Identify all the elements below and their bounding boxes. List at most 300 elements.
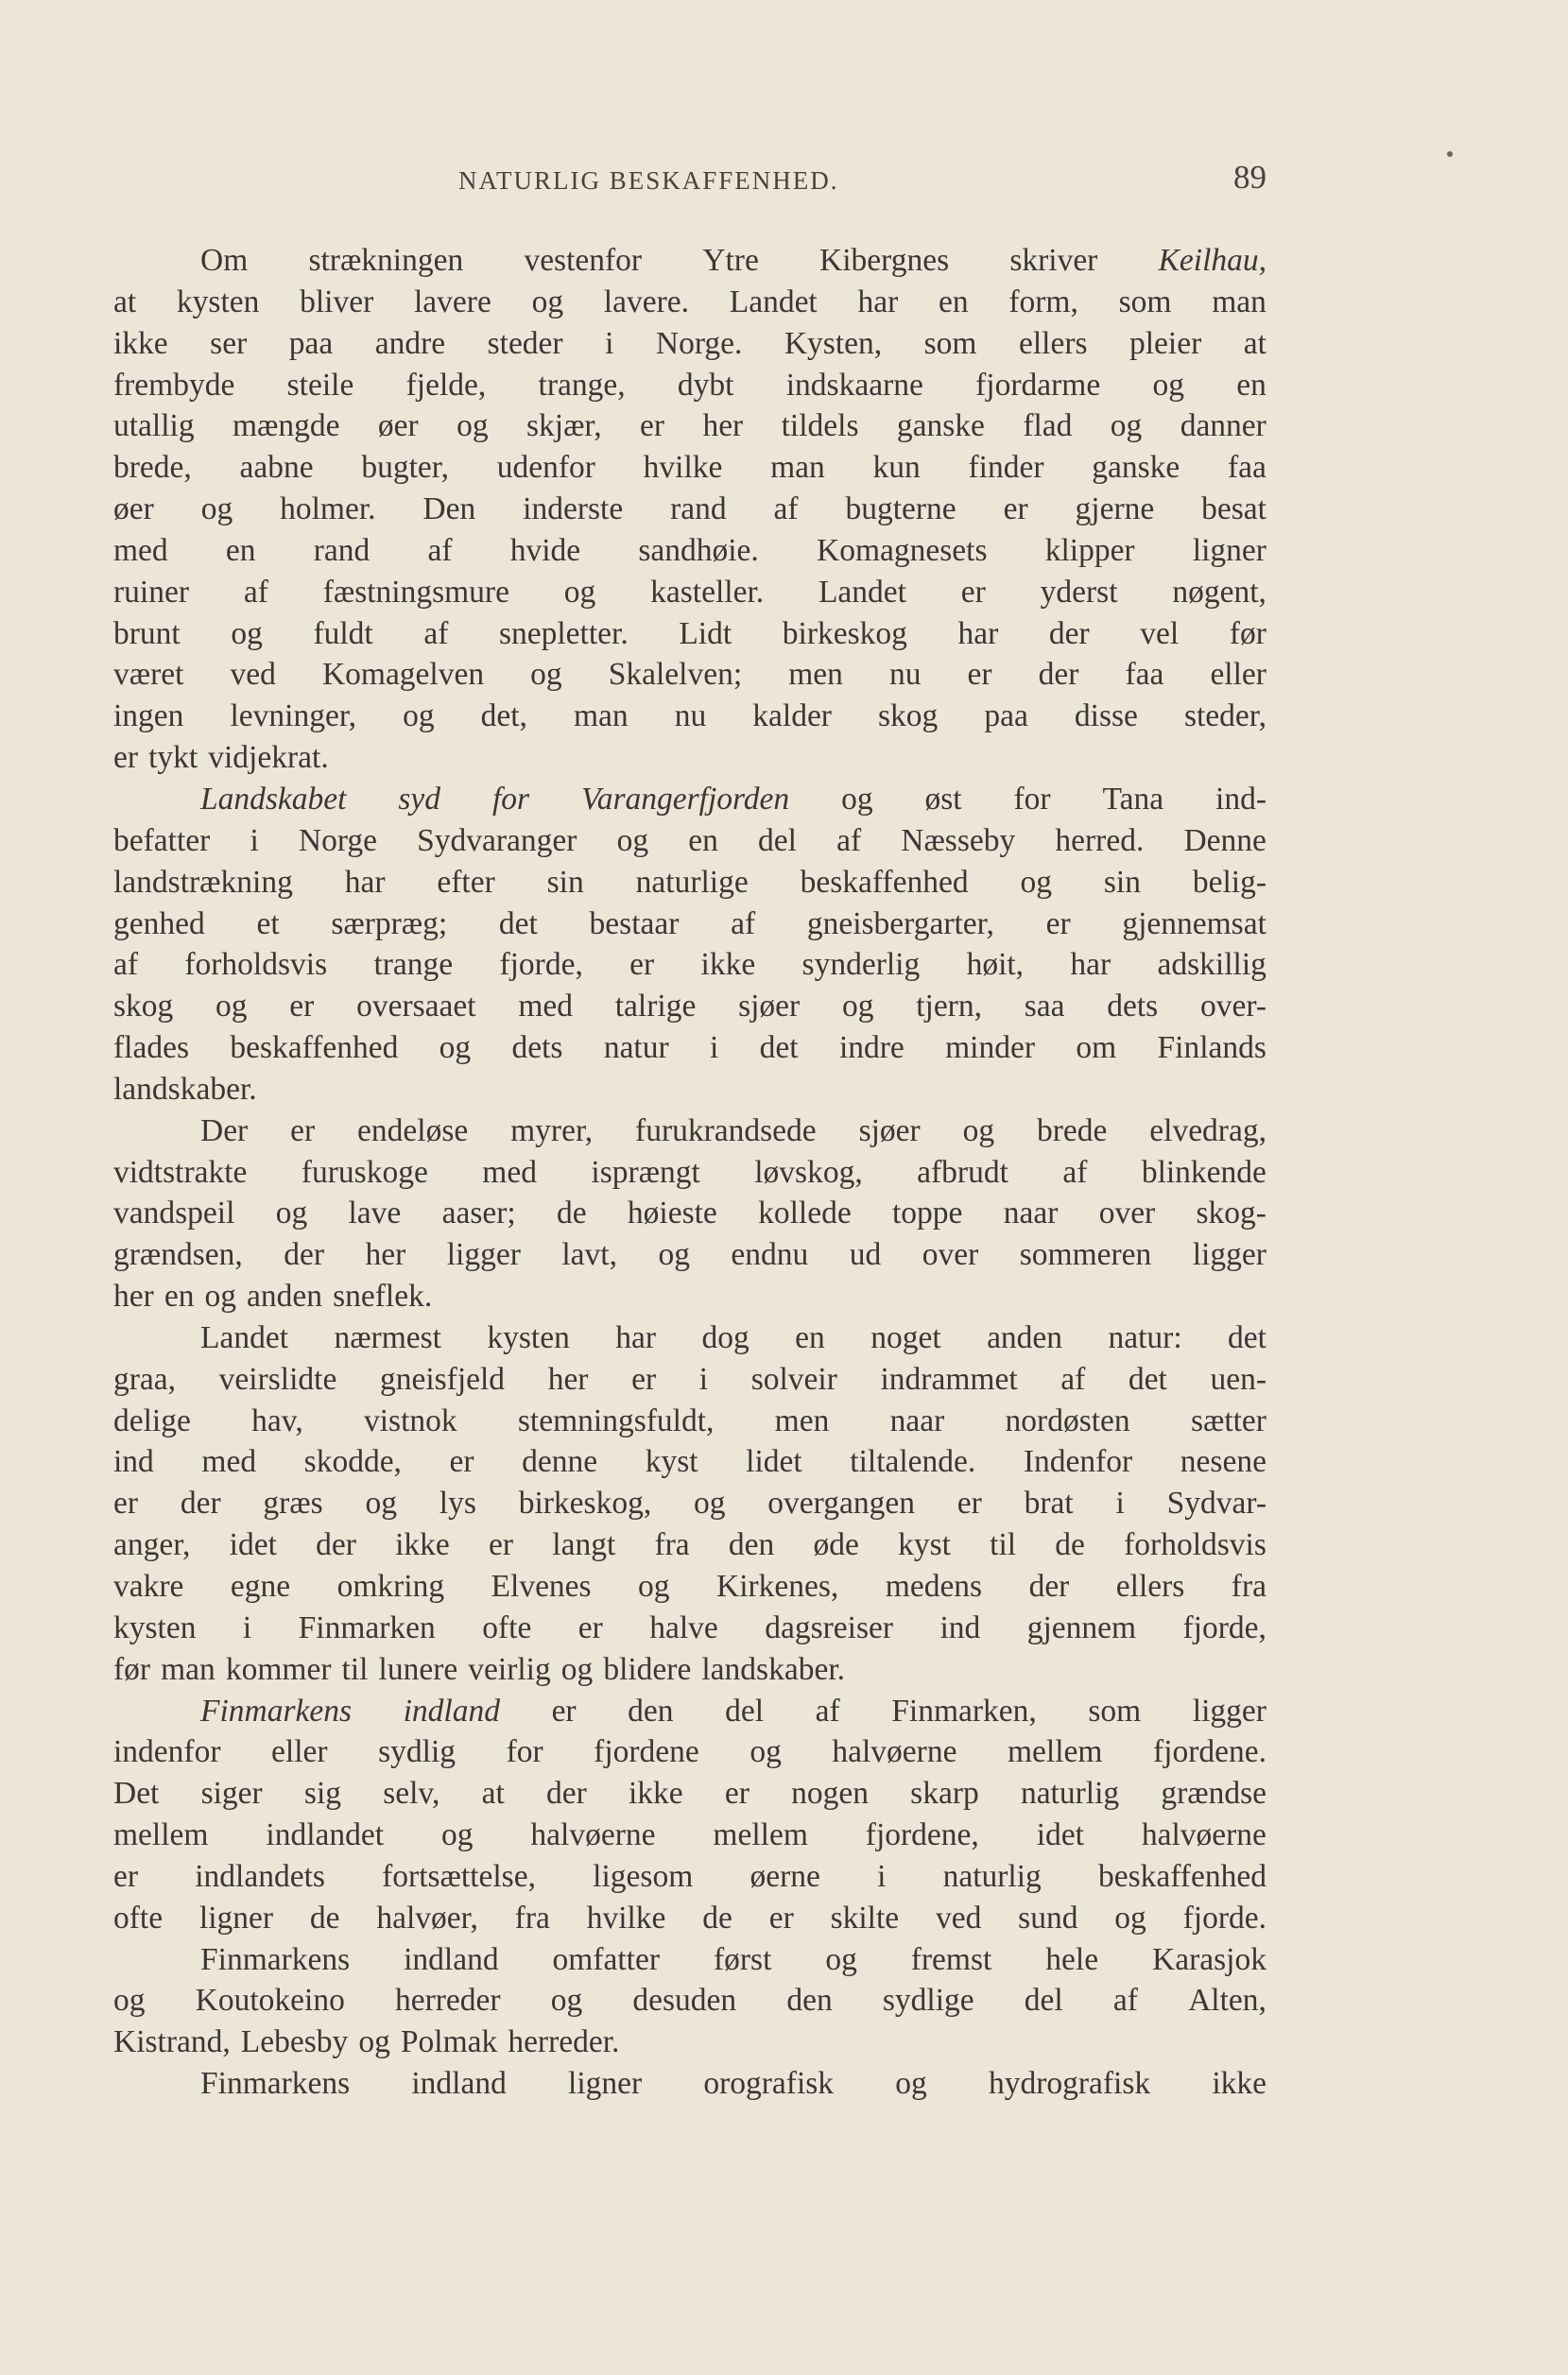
word: utallig (113, 408, 195, 444)
word: grændsen, (113, 1237, 243, 1273)
word: indlandets (195, 1858, 325, 1894)
word: at (113, 284, 137, 319)
word: natur (603, 1030, 669, 1066)
word: faa (1125, 657, 1164, 693)
word: kalder (752, 698, 832, 734)
word: kysten (176, 284, 260, 319)
word: er (640, 408, 665, 444)
word: veirslidte (218, 1361, 337, 1397)
word: vestenfor (524, 243, 643, 278)
text-line (113, 530, 1266, 572)
word: af (815, 1693, 840, 1729)
word: fjordarme (975, 367, 1101, 403)
word: Finmarkens (200, 1693, 353, 1729)
word: og (531, 284, 564, 319)
word: forholdsvis (1124, 1527, 1266, 1563)
word: fjorde. (1182, 1900, 1266, 1936)
word: vidjekrat. (208, 740, 329, 776)
word: udenfor (496, 450, 595, 486)
word: halvøerne (530, 1817, 656, 1853)
word: af (1112, 1983, 1138, 2019)
text-line (113, 1898, 1266, 1939)
word: del (725, 1693, 765, 1729)
word: halvøerne (1141, 1817, 1266, 1853)
word: birkeskog, (518, 1486, 652, 1522)
word: med (518, 989, 573, 1024)
word: og (231, 615, 263, 651)
word: klipper (1044, 532, 1135, 568)
word: orografisk (703, 2066, 835, 2102)
word: sneflek. (333, 1279, 433, 1315)
word: Ytre (702, 243, 759, 278)
text-line (113, 1483, 1266, 1524)
word: trange (373, 947, 454, 983)
word: nesene (1180, 1444, 1266, 1480)
text-line (113, 1649, 1266, 1691)
word: skog- (1196, 1196, 1266, 1231)
word: Varangerfjorden (580, 781, 790, 817)
word: der (1028, 1569, 1070, 1604)
word: ingen (113, 698, 184, 734)
word: dybt (677, 367, 734, 403)
word: syd (398, 781, 441, 817)
word: stemningsfuldt, (517, 1403, 715, 1438)
text-line (113, 654, 1266, 696)
word: hvide (509, 532, 581, 568)
word: kysten (487, 1319, 570, 1355)
word: synderlig (801, 947, 921, 983)
word: lunere (378, 1651, 458, 1687)
word: sig (303, 1776, 342, 1812)
word: over (1098, 1196, 1156, 1231)
text-line (113, 323, 1266, 365)
word: faa (1228, 450, 1266, 486)
word: aabne (239, 450, 314, 486)
word: er (629, 947, 655, 983)
word: grændse (1161, 1776, 1266, 1812)
word: Landskabet (200, 781, 347, 817)
word: flades (113, 1030, 189, 1066)
word: og (841, 781, 873, 817)
word: gneisbergarter, (806, 905, 994, 941)
word: der (1048, 615, 1090, 651)
word: og (962, 1112, 995, 1148)
word: Sydvaranger (417, 822, 577, 858)
word: ser (210, 325, 248, 361)
word: fjorde, (499, 947, 583, 983)
word: isprængt (591, 1154, 700, 1190)
word: og (694, 1486, 726, 1522)
word: fjordene, (865, 1817, 979, 1853)
word: holmer. (280, 491, 376, 527)
word: anger, (113, 1527, 191, 1563)
word: er (113, 740, 139, 776)
word: her (113, 1279, 154, 1315)
word: kyst (898, 1527, 951, 1563)
word: af (113, 947, 139, 983)
word: overgangen (767, 1486, 915, 1522)
word: sydlig (378, 1734, 457, 1770)
word: nu (674, 698, 707, 734)
word: der (1038, 657, 1079, 693)
word: kasteller. (650, 574, 765, 610)
word: ofte (113, 1900, 164, 1936)
word: indrammet (880, 1361, 1018, 1397)
word: medens (885, 1569, 983, 1604)
word: mellem (713, 1817, 808, 1853)
text-line (113, 737, 1266, 779)
text-line (113, 282, 1266, 323)
word: høieste (627, 1196, 717, 1231)
word: er (577, 1609, 603, 1645)
word: indland (404, 1941, 499, 1977)
word: og (1152, 367, 1184, 403)
word: over (922, 1237, 979, 1273)
word: del (758, 822, 797, 858)
word: har (615, 1319, 657, 1355)
word: fra (1231, 1569, 1266, 1604)
word: langt (552, 1527, 616, 1563)
word: ligger (1192, 1693, 1266, 1729)
word: og (457, 408, 489, 444)
word: naar (1003, 1196, 1059, 1231)
word: og (895, 2066, 927, 2102)
word: ind- (1215, 781, 1266, 817)
word: med (113, 532, 168, 568)
word: Sydvar- (1166, 1486, 1266, 1522)
word: af (1062, 1154, 1088, 1190)
word: Norge. (655, 325, 743, 361)
word: naturlig (1020, 1776, 1120, 1812)
word: inderste (523, 491, 624, 527)
word: beskaffenhed (800, 864, 969, 900)
word: og (841, 989, 874, 1024)
word: af (836, 822, 862, 858)
word: omkring (336, 1569, 445, 1604)
word: og (365, 1486, 397, 1522)
word: afbrudt (917, 1154, 1008, 1190)
word: er (489, 1527, 514, 1563)
word: vidtstrakte (113, 1154, 248, 1190)
word: levninger, (230, 698, 357, 734)
ink-mark (1447, 151, 1453, 157)
word: paa (984, 698, 1028, 734)
word: ruiner (113, 574, 189, 610)
word: ofte (482, 1609, 532, 1645)
word: og (215, 989, 248, 1024)
word: besat (1201, 491, 1266, 527)
word: har (344, 864, 386, 900)
word: og (616, 822, 649, 858)
page-number: 89 (1233, 159, 1266, 196)
word: brede, (113, 450, 192, 486)
text-line (113, 2022, 1266, 2063)
word: hele (1045, 1941, 1099, 1977)
word: Finmarkens (200, 1941, 351, 1977)
text-line (113, 1566, 1266, 1608)
word: tjern, (916, 989, 982, 1024)
word: nu (888, 657, 922, 693)
word: ganske (1092, 450, 1180, 486)
word: ganske (896, 408, 985, 444)
word: i (242, 1609, 252, 1645)
text-line (113, 1027, 1266, 1069)
word: og (204, 1279, 236, 1315)
word: en (225, 532, 256, 568)
word: birkeskog (782, 615, 907, 651)
word: det (1228, 1319, 1266, 1355)
word: snepletter. (498, 615, 629, 651)
text-line (113, 1359, 1266, 1401)
word: fjordene. (1153, 1734, 1266, 1770)
word: er (290, 1112, 316, 1148)
word: for (1013, 781, 1051, 817)
word: herreder. (508, 2024, 620, 2060)
word: de (1055, 1527, 1085, 1563)
word: mellem (1008, 1734, 1103, 1770)
word: eller (271, 1734, 328, 1770)
word: ellers (1018, 325, 1088, 361)
word: er (1045, 905, 1071, 941)
word: landstrækning (113, 864, 293, 900)
word: Karasjok (1152, 1941, 1266, 1977)
word: lys (439, 1486, 476, 1522)
word: i (605, 325, 614, 361)
word: før (113, 1651, 151, 1687)
word: øst (924, 781, 962, 817)
word: Denne (1183, 822, 1266, 858)
word: har (957, 615, 999, 651)
word: nærmest (334, 1319, 441, 1355)
word: er (289, 989, 315, 1024)
word: sandhøie. (638, 532, 759, 568)
word: hvilke (586, 1900, 666, 1936)
word: gjennemsat (1122, 905, 1266, 941)
text-line (113, 2063, 1266, 2105)
word: i (250, 822, 259, 858)
word: ikke (628, 1776, 683, 1812)
word: skodde, (303, 1444, 402, 1480)
word: sjøer (858, 1112, 921, 1148)
word: er (551, 1693, 577, 1729)
word: denne (522, 1444, 598, 1480)
word: siger (200, 1776, 263, 1812)
word: form, (1008, 284, 1078, 319)
word: sjøer (738, 989, 801, 1024)
text-line (113, 1401, 1266, 1442)
word: naar (889, 1403, 945, 1438)
word: uen- (1210, 1361, 1266, 1397)
word: genhed (113, 905, 205, 941)
word: forholdsvis (184, 947, 328, 983)
word: her (365, 1237, 406, 1273)
word: Finmarken (298, 1609, 436, 1645)
word: disse (1074, 698, 1138, 734)
word: fjelde, (405, 367, 487, 403)
word: noget (870, 1319, 941, 1355)
word: hav, (251, 1403, 303, 1438)
word: Komagelven (321, 657, 485, 693)
word: og (1020, 864, 1052, 900)
word: ikke (700, 947, 756, 983)
word: ind (939, 1609, 981, 1645)
word: Landet (729, 284, 818, 319)
word: har (1070, 947, 1111, 983)
word: furukrandsede (635, 1112, 817, 1148)
word: ved (230, 657, 276, 693)
word: øer (113, 491, 154, 527)
word: halvøer, (376, 1900, 478, 1936)
word: en (1236, 367, 1266, 403)
text-line (113, 1815, 1266, 1856)
word: som (923, 325, 977, 361)
text-line (113, 944, 1266, 986)
text-line (113, 1276, 1266, 1317)
word: skriver (1009, 243, 1098, 278)
text-line (113, 1731, 1266, 1773)
word: her (547, 1361, 589, 1397)
body-text (113, 240, 1266, 2105)
word: strækningen (308, 243, 464, 278)
word: oversaaet (356, 989, 476, 1024)
word: været (113, 657, 184, 693)
word: fæstningsmure (322, 574, 509, 610)
word: i (877, 1858, 887, 1894)
word: del (1024, 1983, 1063, 2019)
word: hvilke (643, 450, 723, 486)
word: kollede (758, 1196, 852, 1231)
word: skog (878, 698, 939, 734)
word: nordøsten (1005, 1403, 1130, 1438)
text-line (113, 1939, 1266, 1981)
word: dagsreiser (765, 1609, 894, 1645)
text-line (113, 1317, 1266, 1359)
word: Keilhau, (1158, 243, 1266, 278)
word: herred. (1055, 822, 1145, 858)
word: frembyde (113, 367, 235, 403)
text-line (113, 613, 1266, 655)
word: øde (813, 1527, 859, 1563)
word: vakre (113, 1569, 184, 1604)
word: den (628, 1693, 674, 1729)
word: de (309, 1900, 340, 1936)
text-line (113, 365, 1266, 406)
text-line (113, 1069, 1266, 1110)
word: steder, (1183, 698, 1266, 734)
word: der (316, 1527, 356, 1563)
word: skilte (830, 1900, 900, 1936)
word: Komagnesets (817, 532, 988, 568)
word: graa, (113, 1361, 177, 1397)
word: er (768, 1900, 794, 1936)
word: Landet (200, 1319, 289, 1355)
word: græs (263, 1486, 323, 1522)
word: fra (654, 1527, 690, 1563)
word: efter (437, 864, 495, 900)
word: mængde (233, 408, 340, 444)
text-line (113, 1856, 1266, 1898)
word: landskaber. (113, 1071, 257, 1107)
word: er (960, 574, 986, 610)
word: de (556, 1196, 587, 1231)
word: og (1114, 1900, 1146, 1936)
word: og (560, 1651, 594, 1687)
word: men (788, 657, 843, 693)
word: anden (987, 1319, 1063, 1355)
text-line (113, 1441, 1266, 1483)
word: vandspeil (113, 1196, 235, 1231)
word: beskaffenhed (230, 1030, 399, 1066)
word: og (658, 1237, 690, 1273)
word: for (506, 1734, 543, 1770)
word: er (449, 1444, 474, 1480)
word: trange, (538, 367, 626, 403)
word: steder (487, 325, 563, 361)
word: rand (670, 491, 727, 527)
word: omfatter (552, 1941, 661, 1977)
text-line (113, 986, 1266, 1027)
word: andre (374, 325, 446, 361)
text-line (113, 1524, 1266, 1566)
word: en (688, 822, 718, 858)
word: Om (200, 243, 249, 278)
word: lidet (746, 1444, 802, 1480)
word: og (358, 2024, 390, 2060)
word: minder (945, 1030, 1036, 1066)
word: af (243, 574, 268, 610)
word: ligner (198, 1900, 274, 1936)
word: toppe (892, 1196, 963, 1231)
word: bugter, (361, 450, 449, 486)
text-line (113, 489, 1266, 530)
word: en (939, 284, 969, 319)
word: det (759, 1030, 799, 1066)
word: man (1212, 284, 1266, 319)
word: aaser; (441, 1196, 516, 1231)
word: Finlands (1157, 1030, 1266, 1066)
word: Den (422, 491, 476, 527)
word: steile (286, 367, 354, 403)
word: selv, (383, 1776, 440, 1812)
word: øer (377, 408, 419, 444)
word: før (1229, 615, 1266, 651)
word: endnu (731, 1237, 809, 1273)
word: fra (514, 1900, 550, 1936)
word: man (573, 698, 629, 734)
word: det (498, 905, 538, 941)
word: løvskog, (754, 1154, 863, 1190)
word: af (731, 905, 756, 941)
word: skarp (910, 1776, 979, 1812)
word: er (724, 1776, 750, 1812)
word: sin (546, 864, 584, 900)
page-header (113, 159, 1266, 206)
word: man (770, 450, 825, 486)
word: Tana (1102, 781, 1164, 817)
word: Landet (818, 574, 906, 610)
word: sin (1103, 864, 1141, 900)
word: Indenfor (1023, 1444, 1133, 1480)
word: men (774, 1403, 830, 1438)
word: ellers (1115, 1569, 1185, 1604)
word: en (795, 1319, 825, 1355)
word: indland (411, 2066, 507, 2102)
word: ligner (1192, 532, 1266, 568)
word: fuldt (313, 615, 373, 651)
word: og (1110, 408, 1143, 444)
word: sydlige (882, 1983, 974, 2019)
word: Finmarken, (891, 1693, 1037, 1729)
